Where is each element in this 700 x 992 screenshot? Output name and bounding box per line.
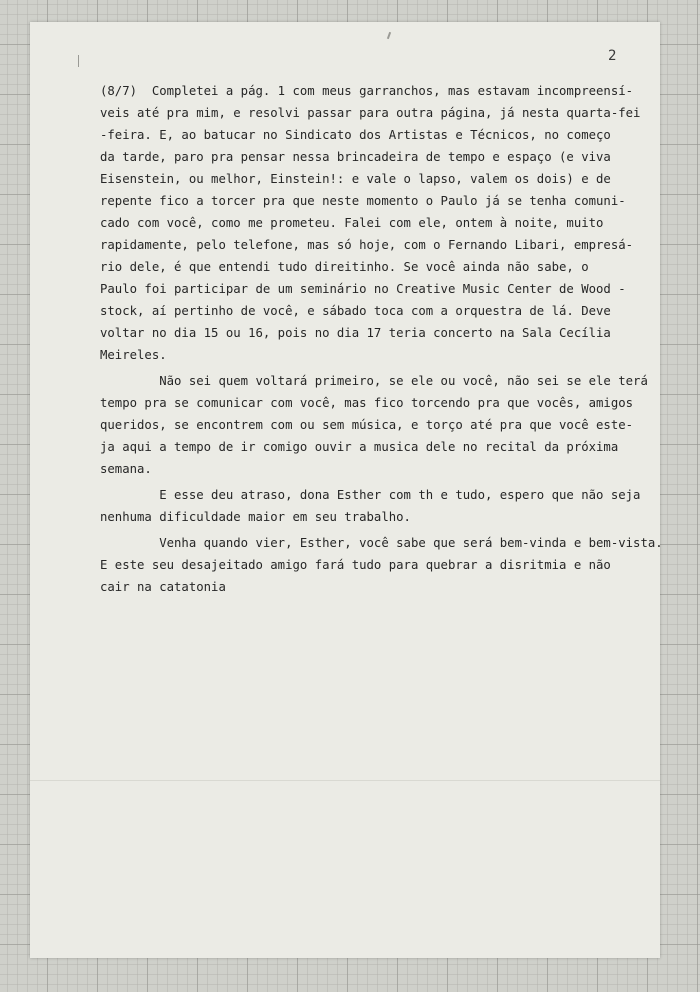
text-line: voltar no dia 15 ou 16, pois no dia 17 teria concerto na Sala Cecília bbox=[100, 326, 611, 340]
text-line: cado com você, como me prometeu. Falei com ele, ontem à noite, muito bbox=[100, 216, 604, 230]
paragraph bbox=[100, 370, 648, 480]
text-line: Paulo foi participar de um seminário no Creative Music Center de Wood - bbox=[100, 282, 626, 296]
text-line: (8/7) Completei a pág. 1 com meus garranchos, mas estavam incompreensí- bbox=[100, 84, 634, 98]
letter-page bbox=[30, 22, 663, 958]
paragraph bbox=[100, 80, 640, 366]
text-line: nenhuma dificuldade maior em seu trabalho. bbox=[100, 510, 411, 524]
text-line: Eisenstein, ou melhor, Einstein!: e vale o lapso, valem os dois) e de bbox=[100, 172, 611, 186]
text-line: repente fico a torcer pra que neste momento o Paulo já se tenha comuni- bbox=[100, 194, 626, 208]
text-line: stock, aí pertinho de você, e sábado toca com a orquestra de lá. Deve bbox=[100, 304, 611, 318]
text-line: E esse deu atraso, dona Esther com th e tudo, espero que não seja bbox=[100, 488, 641, 502]
text-line: ja aqui a tempo de ir comigo ouvir a musica dele no recital da próxima bbox=[100, 440, 619, 454]
text-line: rio dele, é que entendi tudo direitinho. Se você ainda não sabe, o bbox=[100, 260, 589, 274]
pencil-mark bbox=[78, 55, 79, 67]
letter-body bbox=[100, 80, 663, 598]
text-line: cair na catatonia bbox=[100, 580, 226, 594]
text-line: Meireles. bbox=[100, 348, 167, 362]
text-line: da tarde, paro pra pensar nessa brincadeira de tempo e espaço (e viva bbox=[100, 150, 611, 164]
text-line: -feira. E, ao batucar no Sindicato dos Artistas e Técnicos, no começo bbox=[100, 128, 611, 142]
page-number: 2 bbox=[608, 48, 617, 64]
paragraph bbox=[100, 532, 663, 598]
pencil-mark bbox=[387, 32, 391, 39]
paper-fold-line bbox=[30, 780, 660, 781]
text-line: semana. bbox=[100, 462, 152, 476]
text-line: rapidamente, pelo telefone, mas só hoje, com o Fernando Libari, empresá- bbox=[100, 238, 634, 252]
text-line: queridos, se encontrem com ou sem música, e torço até pra que você este- bbox=[100, 418, 634, 432]
text-line: E este seu desajeitado amigo fará tudo para quebrar a disritmia e não bbox=[100, 558, 611, 572]
text-line: Não sei quem voltará primeiro, se ele ou você, não sei se ele terá bbox=[100, 374, 648, 388]
text-line: tempo pra se comunicar com você, mas fico torcendo pra que vocês, amigos bbox=[100, 396, 634, 410]
text-line: veis até pra mim, e resolvi passar para outra página, já nesta quarta-fei bbox=[100, 106, 641, 120]
text-line: Venha quando vier, Esther, você sabe que será bem-vinda e bem-vista. bbox=[100, 536, 663, 550]
paragraph bbox=[100, 484, 640, 528]
